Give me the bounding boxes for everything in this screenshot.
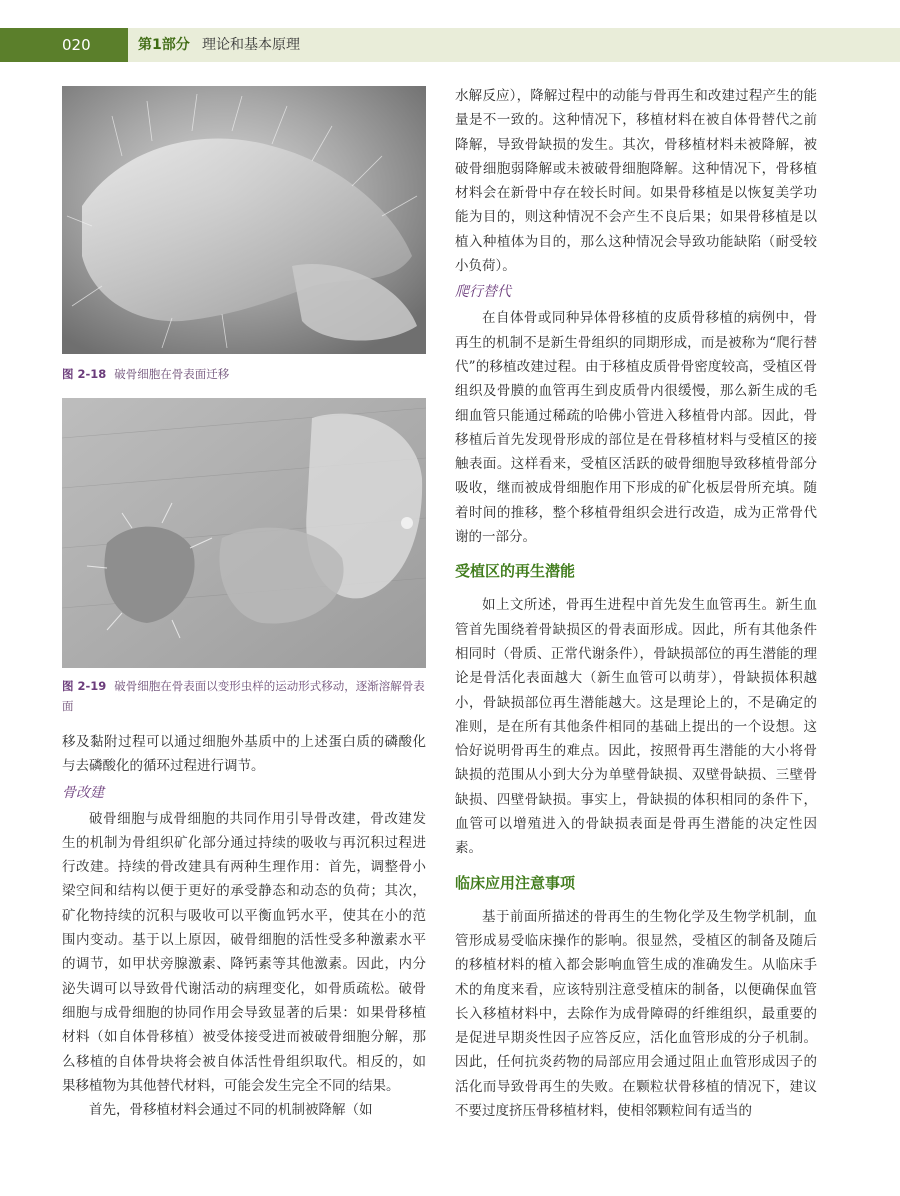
paragraph: 移及黏附过程可以通过细胞外基质中的上述蛋白质的磷酸化与去磷酸化的循环过程进行调节。	[62, 734, 426, 775]
paragraph: 首先，骨移植材料会通过不同的机制被降解（如	[89, 1102, 373, 1119]
paragraph: 破骨细胞与成骨细胞的共同作用引导骨改建，骨改建发生的机制为骨组织矿化部分通过持续的吸收与再沉积过程进行改建。持续的骨改建具有两种生理作用：首先，调整骨小梁空间和结构以便于更好的承受静态和动态的负荷；其次，矿化物持续的沉积与吸收可以平衡血钙水平，使其在小的范围内变动。基于以上原因，破骨细胞的活性受多种激素水平的调节，如甲状旁腺激素、降钙素等其他激素。因此，内分泌失调可以导致骨代谢活动的病理变化，如骨质疏松。破骨细胞与成骨细胞的协同作用会导致显著的后果：如果骨移植材料（如自体骨移植）被受体接受进而被破骨细胞分解，那么移植的自体骨块将会被自体活性骨组织取代。相反的，如果移植物为其他替代材料，可能会发生完全不同的结果。	[62, 810, 426, 1094]
running-header	[0, 28, 900, 62]
left-column	[62, 730, 426, 1122]
figure-2-18-image	[62, 86, 426, 354]
section-heading-clinical-notes: 临床应用注意事项	[455, 873, 576, 892]
figure-2-19-caption	[62, 676, 428, 716]
paragraph: 水解反应），降解过程中的动能与骨再生和改建过程产生的能量是不一致的。这种情况下，移植材料在被自体骨替代之前降解，导致骨缺损的发生。其次，骨移植材料未被降解，被破骨细胞弱降解或未被破骨细胞降解。这种情况下，骨移植材料会在新骨中存在较长时间。如果骨移植是以恢复美学功能为目的，则这种情况不会产生不良后果；如果骨移植是以植入种植体为目的，那么这种情况会导致功能缺陷（耐受较小负荷）。	[455, 88, 817, 275]
right-column	[455, 84, 817, 1123]
paragraph: 在自体骨或同种异体骨移植的皮质骨移植的病例中，骨再生的机制不是新生骨组织的同期形成，而是被称为“爬行替代”的移植改建过程。由于移植皮质骨骨密度较高，受植区骨组织及骨膜的血管再生到皮质骨内很缓慢，那么新生成的毛细血管只能通过稀疏的哈佛小管进入移植骨内部。因此，骨移植后首先发现骨形成的部位是在骨移植材料与受植区的接触表面。这样看来，受植区活跃的破骨细胞导致移植骨部分吸收，继而被成骨细胞作用下形成的矿化板层骨所充填。随着时间的推移，整个移植骨组织会进行改造，成为正常骨代谢的一部分。	[455, 310, 817, 546]
figure-label: 图 2-19	[62, 679, 107, 693]
paragraph: 基于前面所描述的骨再生的生物化学及生物学机制，血管形成易受临床操作的影响。很显然，受植区的制备及随后的移植材料的植入都会影响血管生成的准确发生。从临床手术的角度来看，应该特别注意受植床的制备，以便确保血管长入移植材料中，去除作为成骨障碍的纤维组织，最重要的是促进早期炎性因子应答反应，活化血管形成的分子机制。因此，任何抗炎药物的局部应用会通过阻止血管形成因子的活化而导致骨再生的失败。在颗粒状骨移植的情况下，建议不要过度挤压骨移植材料，使相邻颗粒间有适当的	[455, 908, 817, 1119]
figure-caption-text: 破骨细胞在骨表面以变形虫样的运动形式移动，逐渐溶解骨表面	[62, 679, 425, 713]
part-label: 第1部分	[138, 37, 190, 53]
figure-label: 图 2-18	[62, 367, 107, 381]
figure-2-19-image	[62, 398, 426, 668]
page-number: 020	[0, 28, 128, 62]
figure-caption-text: 破骨细胞在骨表面迁移	[114, 367, 230, 381]
paragraph: 如上文所述，骨再生进程中首先发生血管再生。新生血管首先围绕着骨缺损区的骨表面形成。因此，所有其他条件相同时（骨质、正常代谢条件），骨缺损部位的再生潜能的理论是骨活化表面越大（新生血管可以萌芽），骨缺损体积越小，骨缺损部位再生潜能越大。这是理论上的，不是确定的准则，是在所有其他条件相同的基础上提出的一个设想。这恰好说明骨再生的难点。因此，按照骨再生潜能的大小将骨缺损的范围从小到大分为单壁骨缺损、双壁骨缺损、三壁骨缺损、四壁骨缺损。事实上，骨缺损的体积相同的条件下，血管可以增殖进入的骨缺损表面是骨再生潜能的决定性因素。	[455, 597, 817, 857]
section-heading-regeneration-potential: 受植区的再生潜能	[455, 562, 576, 581]
subheading-creeping-substitution: 爬行替代	[455, 284, 511, 301]
subheading-bone-remodeling: 骨改建	[62, 784, 104, 801]
figure-2-18-caption	[62, 364, 428, 384]
part-title: 理论和基本原理	[202, 37, 300, 53]
